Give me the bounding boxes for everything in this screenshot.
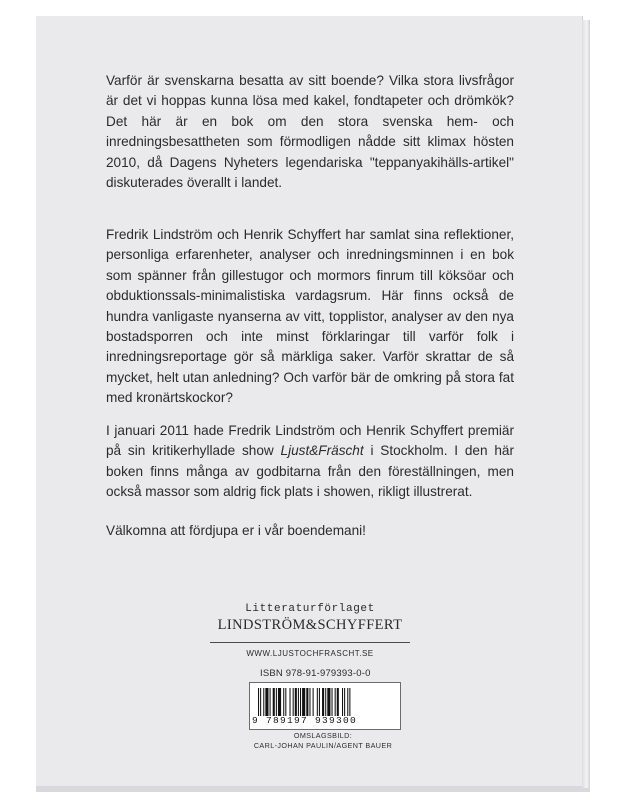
publisher-logo — [200, 603, 420, 658]
blurb-paragraph-3 — [106, 421, 514, 503]
barcode-bar — [285, 688, 286, 716]
barcode-bar — [300, 688, 301, 716]
credits-photographer: CARL-JOHAN PAULIN/AGENT BAUER — [253, 741, 393, 750]
barcode-bar — [265, 688, 268, 716]
book-page-edge — [582, 20, 590, 788]
blurb-paragraph-4: Välkomna att fördjupa er i vår boendemani! — [106, 523, 366, 538]
barcode-bar — [319, 688, 320, 716]
barcode-bar — [298, 688, 299, 716]
publisher-name: LINDSTRÖM&SCHYFFERT — [217, 617, 403, 633]
blurb-paragraph-1: Varför är svenskarna besatta av sitt boende? Vilka stora livsfrågor är det vi hoppas kunna lösa med kakel, fondtapeter och drömkök? Det här är en bok om den stora svenska hem- och inredningsbesattheten som förmodligen nådde sitt klimax hösten 2010, då Dagens Nyheters legendariska "teppanyakihälls-artikel" diskuterades överallt i landet. — [106, 73, 514, 191]
barcode-bar — [325, 688, 326, 716]
barcode-bar — [290, 688, 291, 716]
barcode-bar — [337, 688, 339, 716]
barcode-bar — [283, 688, 284, 716]
barcode-bar — [263, 688, 264, 716]
barcode — [249, 682, 401, 730]
barcode-bar — [347, 688, 348, 716]
barcode-bar — [349, 688, 350, 716]
credits-label: OMSLAGSBILD: — [293, 731, 353, 740]
blurb-paragraph-2: Fredrik Lindström och Henrik Schyffert har samlat sina reflektioner, personliga erfarenheter, analyser och inredningsminnen i en bok som spänner från gillestugor och mormors finrum till köksöar och obduktionssals-minimalistiska vardagsrum. Här finns också de hundra vanligaste nyanserna av vitt, topplistor, analyser av den nya bostadsporren och inte minst förklaringar till varför folk i inredningsreportage gör så märkliga saker. Varför skrattar de så mycket, helt utan anledning? Och varför bär de omkring på stora fat med kronärtskockor? — [106, 227, 514, 406]
isbn-number: ISBN 978-91-979393-0-0 — [260, 668, 371, 679]
barcode-bar — [273, 688, 275, 716]
barcode-bar — [335, 688, 336, 716]
publisher-divider — [210, 642, 410, 643]
barcode-bar — [309, 688, 310, 716]
barcode-bar — [302, 688, 305, 716]
barcode-bar — [317, 688, 318, 716]
barcode-bar — [295, 688, 297, 716]
barcode-bar — [327, 688, 330, 716]
barcode-bar — [313, 688, 314, 716]
barcode-digits: 9 789197 939300 — [252, 715, 358, 726]
barcode-bar — [342, 688, 343, 716]
paragraph-3-text-start: I januari 2011 hade Fredrik Lindström och Henrik Schyffert premiär på sin kritikerhyllade show — [106, 423, 514, 459]
barcode-bar — [258, 688, 259, 716]
paragraph-3-text-end: i Stockholm. I den här boken finns många av godbitarna från den föreställningen, men också massor som aldrig fick plats i showen, rikligt illustrerat. — [106, 443, 514, 500]
barcode-bars — [258, 688, 390, 716]
barcode-bar — [278, 688, 281, 716]
publisher-label: Litteraturförlaget — [245, 603, 375, 615]
publisher-url: WWW.LJUSTOCHFRASCHT.SE — [246, 649, 374, 658]
barcode-bar — [260, 688, 261, 716]
cover-credits — [228, 731, 418, 751]
barcode-bar — [322, 688, 324, 716]
barcode-bar — [344, 688, 345, 716]
barcode-bar — [276, 688, 277, 716]
barcode-bar — [332, 688, 333, 716]
barcode-bar — [306, 688, 308, 716]
barcode-bar — [270, 688, 271, 716]
show-title: Ljust&Fräscht — [280, 443, 364, 459]
barcode-bar — [293, 688, 294, 716]
